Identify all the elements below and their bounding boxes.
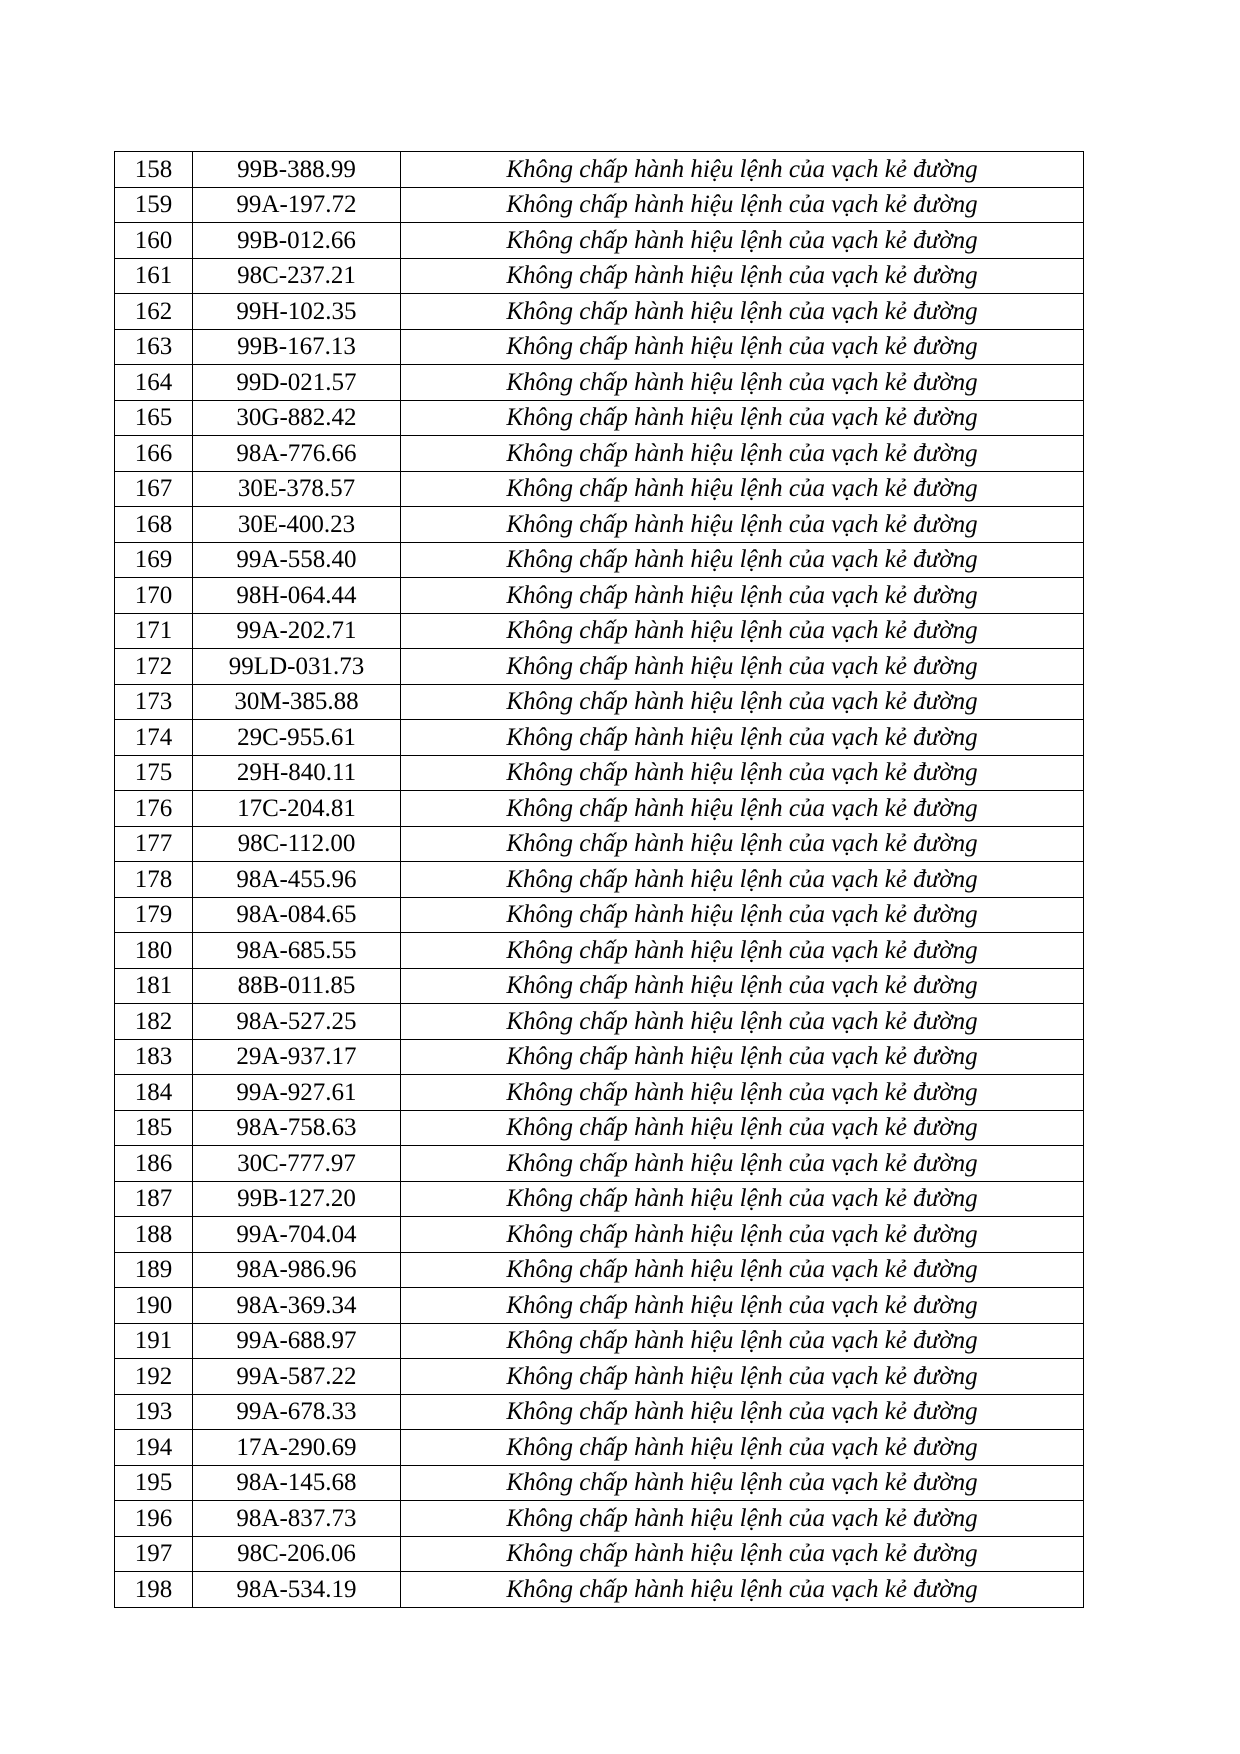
license-plate-cell: 29H-840.11 xyxy=(193,755,401,791)
row-number-cell: 170 xyxy=(115,578,193,614)
table-row xyxy=(115,294,1084,330)
license-plate-cell: 29A-937.17 xyxy=(193,1039,401,1075)
table-row xyxy=(115,1465,1084,1501)
violation-description-cell: Không chấp hành hiệu lệnh của vạch kẻ đường xyxy=(401,933,1084,969)
table-row xyxy=(115,1288,1084,1324)
row-number-cell: 177 xyxy=(115,826,193,862)
license-plate-cell: 99B-012.66 xyxy=(193,223,401,259)
license-plate-cell: 98A-534.19 xyxy=(193,1572,401,1608)
row-number-cell: 179 xyxy=(115,897,193,933)
violation-description-cell: Không chấp hành hiệu lệnh của vạch kẻ đường xyxy=(401,1288,1084,1324)
table-row xyxy=(115,1252,1084,1288)
license-plate-cell: 99B-388.99 xyxy=(193,152,401,188)
license-plate-cell: 98A-837.73 xyxy=(193,1501,401,1537)
license-plate-cell: 98C-206.06 xyxy=(193,1536,401,1572)
table-row xyxy=(115,791,1084,827)
table-row xyxy=(115,1004,1084,1040)
license-plate-cell: 98A-084.65 xyxy=(193,897,401,933)
license-plate-cell: 98A-986.96 xyxy=(193,1252,401,1288)
row-number-cell: 194 xyxy=(115,1430,193,1466)
row-number-cell: 163 xyxy=(115,329,193,365)
row-number-cell: 160 xyxy=(115,223,193,259)
table-row xyxy=(115,755,1084,791)
table-row xyxy=(115,1110,1084,1146)
table-row xyxy=(115,968,1084,1004)
row-number-cell: 175 xyxy=(115,755,193,791)
license-plate-cell: 30G-882.42 xyxy=(193,400,401,436)
table-row xyxy=(115,1536,1084,1572)
table-row xyxy=(115,578,1084,614)
violation-description-cell: Không chấp hành hiệu lệnh của vạch kẻ đường xyxy=(401,1004,1084,1040)
license-plate-cell: 99B-127.20 xyxy=(193,1181,401,1217)
table-row xyxy=(115,613,1084,649)
table-row xyxy=(115,1501,1084,1537)
violation-description-cell: Không chấp hành hiệu lệnh của vạch kẻ đường xyxy=(401,1430,1084,1466)
violation-description-cell: Không chấp hành hiệu lệnh của vạch kẻ đường xyxy=(401,720,1084,756)
row-number-cell: 185 xyxy=(115,1110,193,1146)
violation-description-cell: Không chấp hành hiệu lệnh của vạch kẻ đường xyxy=(401,258,1084,294)
table-row xyxy=(115,187,1084,223)
row-number-cell: 195 xyxy=(115,1465,193,1501)
violation-description-cell: Không chấp hành hiệu lệnh của vạch kẻ đường xyxy=(401,897,1084,933)
license-plate-cell: 99B-167.13 xyxy=(193,329,401,365)
license-plate-cell: 98A-685.55 xyxy=(193,933,401,969)
table-row xyxy=(115,1039,1084,1075)
license-plate-cell: 30E-400.23 xyxy=(193,507,401,543)
row-number-cell: 183 xyxy=(115,1039,193,1075)
row-number-cell: 164 xyxy=(115,365,193,401)
violation-description-cell: Không chấp hành hiệu lệnh của vạch kẻ đường xyxy=(401,400,1084,436)
row-number-cell: 166 xyxy=(115,436,193,472)
table-row xyxy=(115,1181,1084,1217)
row-number-cell: 167 xyxy=(115,471,193,507)
row-number-cell: 161 xyxy=(115,258,193,294)
table-row xyxy=(115,223,1084,259)
row-number-cell: 168 xyxy=(115,507,193,543)
violation-description-cell: Không chấp hành hiệu lệnh của vạch kẻ đường xyxy=(401,1039,1084,1075)
violation-description-cell: Không chấp hành hiệu lệnh của vạch kẻ đường xyxy=(401,1181,1084,1217)
table-row xyxy=(115,507,1084,543)
row-number-cell: 159 xyxy=(115,187,193,223)
violation-description-cell: Không chấp hành hiệu lệnh của vạch kẻ đường xyxy=(401,365,1084,401)
violation-description-cell: Không chấp hành hiệu lệnh của vạch kẻ đường xyxy=(401,542,1084,578)
table-row xyxy=(115,365,1084,401)
table-row xyxy=(115,471,1084,507)
violation-description-cell: Không chấp hành hiệu lệnh của vạch kẻ đường xyxy=(401,329,1084,365)
violation-description-cell: Không chấp hành hiệu lệnh của vạch kẻ đường xyxy=(401,578,1084,614)
violations-table-body xyxy=(115,152,1084,1608)
row-number-cell: 188 xyxy=(115,1217,193,1253)
license-plate-cell: 99H-102.35 xyxy=(193,294,401,330)
table-row xyxy=(115,862,1084,898)
violation-description-cell: Không chấp hành hiệu lệnh của vạch kẻ đường xyxy=(401,294,1084,330)
table-row xyxy=(115,1430,1084,1466)
row-number-cell: 198 xyxy=(115,1572,193,1608)
license-plate-cell: 98A-527.25 xyxy=(193,1004,401,1040)
violation-description-cell: Không chấp hành hiệu lệnh của vạch kẻ đường xyxy=(401,1359,1084,1395)
row-number-cell: 184 xyxy=(115,1075,193,1111)
violation-description-cell: Không chấp hành hiệu lệnh của vạch kẻ đường xyxy=(401,862,1084,898)
row-number-cell: 180 xyxy=(115,933,193,969)
license-plate-cell: 99A-587.22 xyxy=(193,1359,401,1395)
row-number-cell: 169 xyxy=(115,542,193,578)
row-number-cell: 176 xyxy=(115,791,193,827)
license-plate-cell: 30E-378.57 xyxy=(193,471,401,507)
license-plate-cell: 99LD-031.73 xyxy=(193,649,401,685)
table-row xyxy=(115,152,1084,188)
table-row xyxy=(115,1572,1084,1608)
violation-description-cell: Không chấp hành hiệu lệnh của vạch kẻ đường xyxy=(401,613,1084,649)
license-plate-cell: 98A-145.68 xyxy=(193,1465,401,1501)
table-row xyxy=(115,329,1084,365)
row-number-cell: 171 xyxy=(115,613,193,649)
license-plate-cell: 99A-704.04 xyxy=(193,1217,401,1253)
violation-description-cell: Không chấp hành hiệu lệnh của vạch kẻ đường xyxy=(401,1217,1084,1253)
table-row xyxy=(115,720,1084,756)
row-number-cell: 189 xyxy=(115,1252,193,1288)
license-plate-cell: 17C-204.81 xyxy=(193,791,401,827)
row-number-cell: 181 xyxy=(115,968,193,1004)
row-number-cell: 186 xyxy=(115,1146,193,1182)
violation-description-cell: Không chấp hành hiệu lệnh của vạch kẻ đường xyxy=(401,1146,1084,1182)
violation-description-cell: Không chấp hành hiệu lệnh của vạch kẻ đường xyxy=(401,1075,1084,1111)
violation-description-cell: Không chấp hành hiệu lệnh của vạch kẻ đường xyxy=(401,1394,1084,1430)
license-plate-cell: 98C-112.00 xyxy=(193,826,401,862)
license-plate-cell: 99A-927.61 xyxy=(193,1075,401,1111)
license-plate-cell: 99A-678.33 xyxy=(193,1394,401,1430)
table-row xyxy=(115,436,1084,472)
violation-description-cell: Không chấp hành hiệu lệnh của vạch kẻ đường xyxy=(401,223,1084,259)
table-row xyxy=(115,649,1084,685)
violation-description-cell: Không chấp hành hiệu lệnh của vạch kẻ đường xyxy=(401,1572,1084,1608)
table-row xyxy=(115,1359,1084,1395)
row-number-cell: 178 xyxy=(115,862,193,898)
license-plate-cell: 98A-455.96 xyxy=(193,862,401,898)
license-plate-cell: 29C-955.61 xyxy=(193,720,401,756)
violation-description-cell: Không chấp hành hiệu lệnh của vạch kẻ đường xyxy=(401,649,1084,685)
violation-description-cell: Không chấp hành hiệu lệnh của vạch kẻ đường xyxy=(401,187,1084,223)
violation-description-cell: Không chấp hành hiệu lệnh của vạch kẻ đường xyxy=(401,1536,1084,1572)
row-number-cell: 172 xyxy=(115,649,193,685)
violation-description-cell: Không chấp hành hiệu lệnh của vạch kẻ đường xyxy=(401,1323,1084,1359)
table-row xyxy=(115,400,1084,436)
row-number-cell: 173 xyxy=(115,684,193,720)
table-row xyxy=(115,826,1084,862)
row-number-cell: 187 xyxy=(115,1181,193,1217)
license-plate-cell: 99A-197.72 xyxy=(193,187,401,223)
license-plate-cell: 99A-688.97 xyxy=(193,1323,401,1359)
row-number-cell: 165 xyxy=(115,400,193,436)
violation-description-cell: Không chấp hành hiệu lệnh của vạch kẻ đường xyxy=(401,1465,1084,1501)
violation-description-cell: Không chấp hành hiệu lệnh của vạch kẻ đường xyxy=(401,684,1084,720)
violations-table xyxy=(114,151,1084,1608)
row-number-cell: 197 xyxy=(115,1536,193,1572)
violation-description-cell: Không chấp hành hiệu lệnh của vạch kẻ đường xyxy=(401,1252,1084,1288)
row-number-cell: 182 xyxy=(115,1004,193,1040)
table-row xyxy=(115,1217,1084,1253)
violation-description-cell: Không chấp hành hiệu lệnh của vạch kẻ đường xyxy=(401,1110,1084,1146)
row-number-cell: 191 xyxy=(115,1323,193,1359)
violation-description-cell: Không chấp hành hiệu lệnh của vạch kẻ đường xyxy=(401,968,1084,1004)
row-number-cell: 162 xyxy=(115,294,193,330)
license-plate-cell: 88B-011.85 xyxy=(193,968,401,1004)
table-row xyxy=(115,542,1084,578)
license-plate-cell: 17A-290.69 xyxy=(193,1430,401,1466)
violation-description-cell: Không chấp hành hiệu lệnh của vạch kẻ đường xyxy=(401,152,1084,188)
violation-description-cell: Không chấp hành hiệu lệnh của vạch kẻ đường xyxy=(401,507,1084,543)
license-plate-cell: 30M-385.88 xyxy=(193,684,401,720)
row-number-cell: 158 xyxy=(115,152,193,188)
table-row xyxy=(115,1323,1084,1359)
license-plate-cell: 30C-777.97 xyxy=(193,1146,401,1182)
violation-description-cell: Không chấp hành hiệu lệnh của vạch kẻ đường xyxy=(401,826,1084,862)
table-row xyxy=(115,1394,1084,1430)
license-plate-cell: 99A-558.40 xyxy=(193,542,401,578)
table-row xyxy=(115,1075,1084,1111)
license-plate-cell: 98A-758.63 xyxy=(193,1110,401,1146)
license-plate-cell: 98A-369.34 xyxy=(193,1288,401,1324)
table-row xyxy=(115,258,1084,294)
license-plate-cell: 99D-021.57 xyxy=(193,365,401,401)
table-row xyxy=(115,897,1084,933)
row-number-cell: 196 xyxy=(115,1501,193,1537)
violation-description-cell: Không chấp hành hiệu lệnh của vạch kẻ đường xyxy=(401,1501,1084,1537)
license-plate-cell: 99A-202.71 xyxy=(193,613,401,649)
row-number-cell: 193 xyxy=(115,1394,193,1430)
license-plate-cell: 98H-064.44 xyxy=(193,578,401,614)
license-plate-cell: 98A-776.66 xyxy=(193,436,401,472)
table-row xyxy=(115,933,1084,969)
violation-description-cell: Không chấp hành hiệu lệnh của vạch kẻ đường xyxy=(401,755,1084,791)
violation-description-cell: Không chấp hành hiệu lệnh của vạch kẻ đường xyxy=(401,791,1084,827)
row-number-cell: 174 xyxy=(115,720,193,756)
row-number-cell: 192 xyxy=(115,1359,193,1395)
table-row xyxy=(115,1146,1084,1182)
violation-description-cell: Không chấp hành hiệu lệnh của vạch kẻ đường xyxy=(401,471,1084,507)
row-number-cell: 190 xyxy=(115,1288,193,1324)
table-row xyxy=(115,684,1084,720)
violation-description-cell: Không chấp hành hiệu lệnh của vạch kẻ đường xyxy=(401,436,1084,472)
license-plate-cell: 98C-237.21 xyxy=(193,258,401,294)
